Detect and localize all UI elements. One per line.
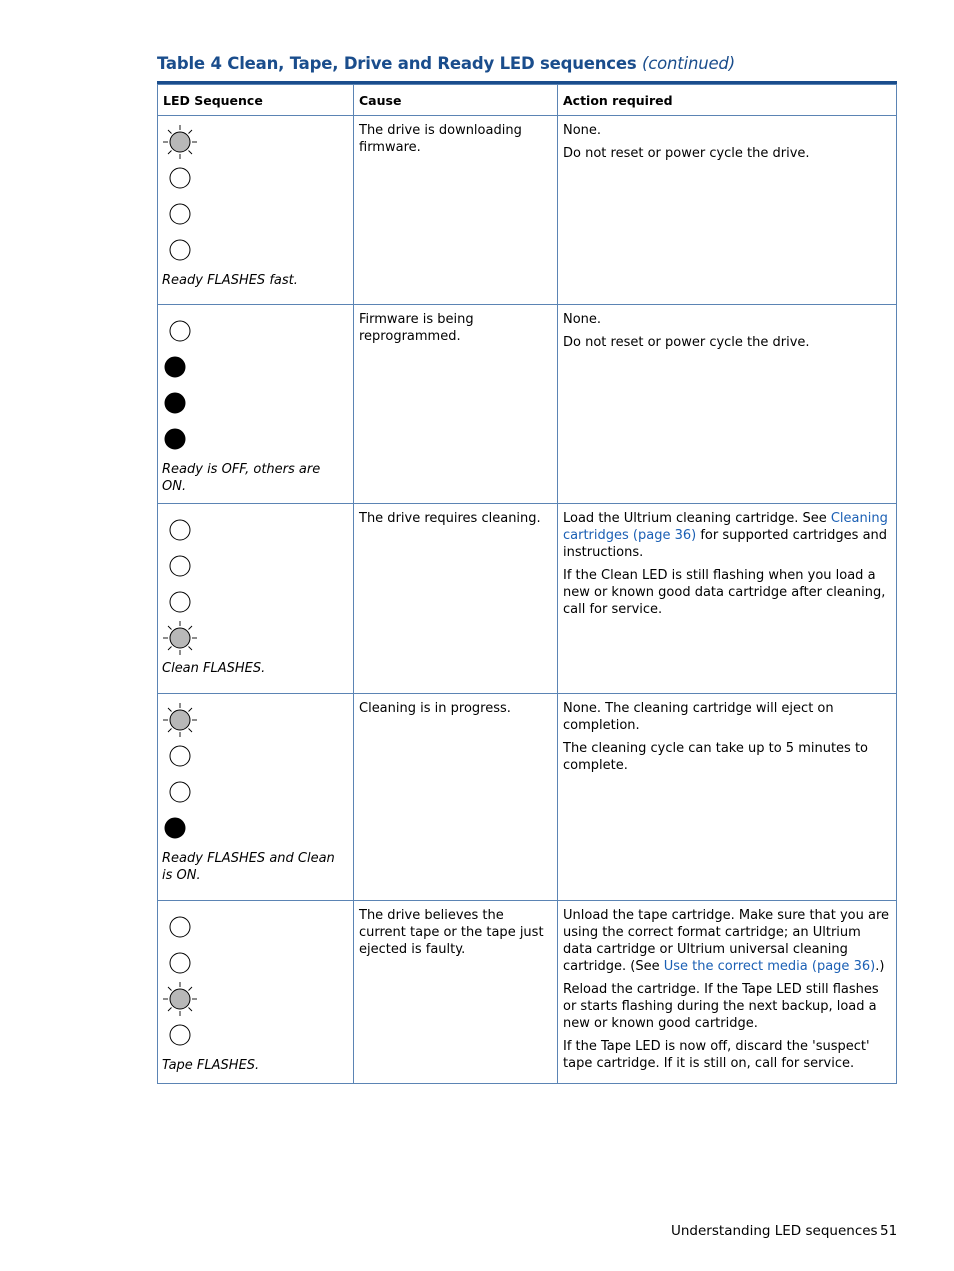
cause-cell: The drive requires cleaning. <box>354 504 558 694</box>
clean-led-icon <box>162 232 348 268</box>
action-cell <box>558 694 897 901</box>
header-cause: Cause <box>354 85 558 116</box>
clean-led-icon <box>162 810 348 846</box>
led-sequence-label: Ready is OFF, others are ON. <box>162 462 321 494</box>
cross-reference-link[interactable]: Use the correct media (page 36) <box>663 959 876 974</box>
drive-led-icon <box>162 160 348 196</box>
led-sequence-label: Clean FLASHES. <box>162 661 266 676</box>
cause-cell: The drive believes the current tape or the tape just ejected is faulty. <box>354 901 558 1084</box>
cross-reference-link[interactable]: Cleaning cartridges (page 36) <box>563 511 888 543</box>
ready-led-icon <box>162 124 348 160</box>
action-paragraph: If the Tape LED is now off, discard the 'suspect' tape cartridge. If it is still on, call for service. <box>563 1039 870 1071</box>
footer-section-title: Understanding LED sequences <box>671 1223 878 1239</box>
led-sequence-cell <box>158 305 354 504</box>
action-text: Load the Ultrium cleaning cartridge. See <box>563 511 831 526</box>
action-text: Unload the tape cartridge. Make sure that you are using the correct format cartridge; an Ultrium data cartridge or Ultrium universal cleaning cartridge. (See <box>563 908 890 974</box>
drive-led-icon <box>162 349 348 385</box>
tape-led-icon <box>162 981 348 1017</box>
led-sequence-cell <box>158 504 354 694</box>
action-paragraph: None. <box>563 123 602 138</box>
action-cell <box>558 305 897 504</box>
ready-led-icon <box>162 512 348 548</box>
table-header-row <box>158 85 897 116</box>
cause-cell: The drive is downloading firmware. <box>354 116 558 305</box>
table-title: Table 4 Clean, Tape, Drive and Ready LED sequences <box>157 54 637 73</box>
action-paragraph: If the Clean LED is still flashing when you load a new or known good data cartridge after cleaning, call for service. <box>563 568 886 617</box>
tape-led-icon <box>162 196 348 232</box>
tape-led-icon <box>162 584 348 620</box>
drive-led-icon <box>162 945 348 981</box>
cause-cell: Cleaning is in progress. <box>354 694 558 901</box>
cause-cell: Firmware is being reprogrammed. <box>354 305 558 504</box>
action-paragraph: Reload the cartridge. If the Tape LED still flashes or starts flashing during the next backup, load a new or known good cartridge. <box>563 982 879 1031</box>
drive-led-icon <box>162 548 348 584</box>
led-sequence-table <box>157 84 897 1084</box>
led-sequence-label: Tape FLASHES. <box>162 1058 260 1073</box>
tape-led-icon <box>162 774 348 810</box>
ready-led-icon <box>162 909 348 945</box>
led-sequence-cell <box>158 694 354 901</box>
action-paragraph: The cleaning cycle can take up to 5 minutes to complete. <box>563 741 868 773</box>
action-cell <box>558 116 897 305</box>
table-row <box>158 116 897 305</box>
led-sequence-label: Ready FLASHES and Clean is ON. <box>162 851 335 883</box>
table-row <box>158 901 897 1084</box>
action-paragraph: None. The cleaning cartridge will eject on completion. <box>563 701 834 733</box>
clean-led-icon <box>162 620 348 656</box>
table-row <box>158 504 897 694</box>
ready-led-icon <box>162 313 348 349</box>
led-sequence-cell <box>158 901 354 1084</box>
ready-led-icon <box>162 702 348 738</box>
header-led-sequence: LED Sequence <box>158 85 354 116</box>
drive-led-icon <box>162 738 348 774</box>
clean-led-icon <box>162 1017 348 1053</box>
table-row <box>158 305 897 504</box>
action-paragraph: None. <box>563 312 602 327</box>
led-sequence-cell <box>158 116 354 305</box>
led-sequence-label: Ready FLASHES fast. <box>162 273 298 288</box>
table-continued-note: (continued) <box>642 54 735 73</box>
action-text: .) <box>875 959 885 974</box>
action-cell <box>558 504 897 694</box>
action-paragraph <box>563 907 891 975</box>
action-cell <box>558 901 897 1084</box>
tape-led-icon <box>162 385 348 421</box>
page-number: 51 <box>880 1223 898 1239</box>
table-row <box>158 694 897 901</box>
table-caption <box>157 54 735 73</box>
action-paragraph <box>563 510 891 561</box>
action-paragraph: Do not reset or power cycle the drive. <box>563 335 810 350</box>
header-action-required: Action required <box>558 85 897 116</box>
clean-led-icon <box>162 421 348 457</box>
action-paragraph: Do not reset or power cycle the drive. <box>563 146 810 161</box>
action-text: for supported cartridges and instructions. <box>563 528 888 560</box>
